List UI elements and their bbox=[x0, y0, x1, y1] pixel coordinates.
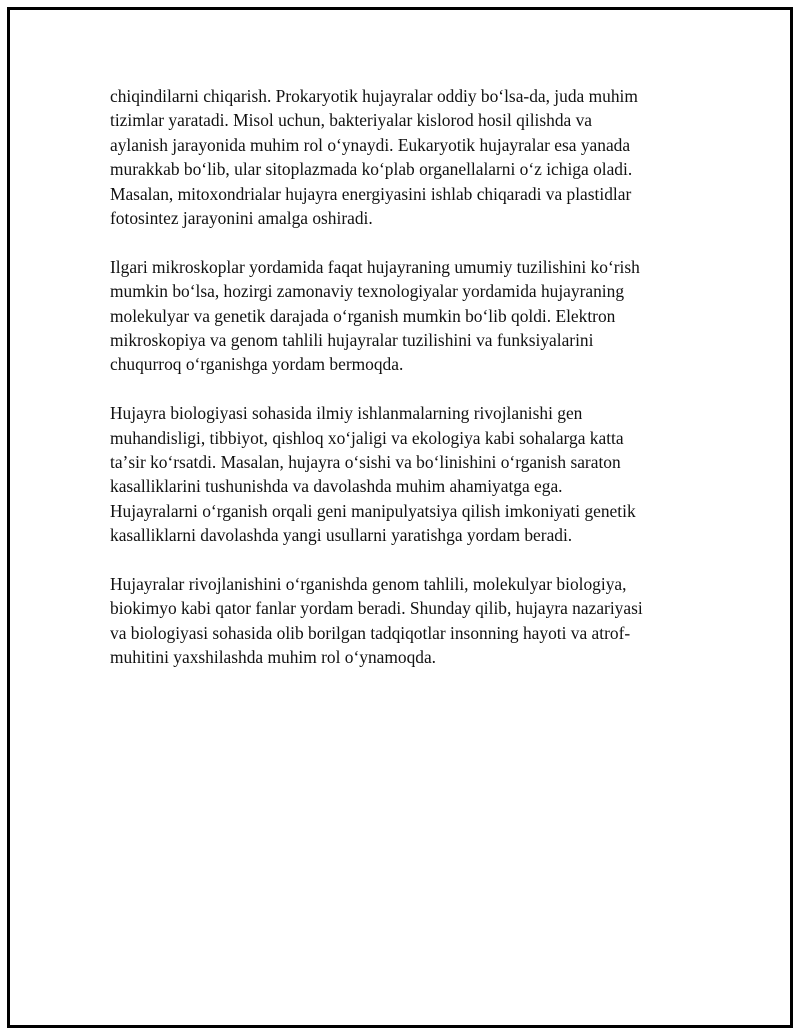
paragraph-1 bbox=[110, 84, 680, 230]
text-line: chuqurroq oʻrganishga yordam bermoqda. bbox=[110, 354, 404, 375]
text-line: muhitini yaxshilashda muhim rol oʻynamoqda. bbox=[110, 647, 437, 668]
paragraph-2 bbox=[110, 255, 680, 377]
text-line: fotosintez jarayonini amalga oshiradi. bbox=[110, 208, 373, 229]
text-line: tizimlar yaratadi. Misol uchun, bakteriyalar kislorod hosil qilishda va bbox=[110, 110, 592, 131]
text-line: Hujayra biologiyasi sohasida ilmiy ishlanmalarning rivojlanishi gen bbox=[110, 403, 583, 424]
text-line: chiqindilarni chiqarish. Prokaryotik hujayralar oddiy boʻlsa-da, juda muhim bbox=[110, 86, 638, 106]
text-line: aylanish jarayonida muhim rol oʻynaydi. Eukaryotik hujayralar esa yanada bbox=[110, 134, 631, 155]
text-line: muhandisligi, tibbiyot, qishloq xoʻjaligi va ekologiya kabi sohalarga katta bbox=[110, 427, 624, 448]
text-line: kasalliklarini tushunishda va davolashda muhim ahamiyatga ega. bbox=[110, 476, 563, 497]
text-line: molekulyar va genetik darajada oʻrganish mumkin boʻlib qoldi. Elektron bbox=[110, 305, 616, 326]
text-line: biokimyo kabi qator fanlar yordam beradi. Shunday qilib, hujayra nazariyasi bbox=[110, 598, 643, 619]
text-line: Hujayralarni oʻrganish orqali geni manipulyatsiya qilish imkoniyati genetik bbox=[110, 500, 636, 521]
text-line: Ilgari mikroskoplar yordamida faqat hujayraning umumiy tuzilishini koʻrish bbox=[110, 256, 640, 277]
document-body bbox=[110, 84, 680, 694]
paragraph-4 bbox=[110, 572, 680, 670]
text-line: taʼsir koʻrsatdi. Masalan, hujayra oʻsishi va boʻlinishini oʻrganish saraton bbox=[110, 452, 621, 473]
text-line: Masalan, mitoxondrialar hujayra energiyasini ishlab chiqaradi va plastidlar bbox=[110, 183, 632, 204]
text-line: va biologiyasi sohasida olib borilgan tadqiqotlar insonning hayoti va atrof- bbox=[110, 622, 631, 643]
text-line: mumkin boʻlsa, hozirgi zamonaviy texnologiyalar yordamida hujayraning bbox=[110, 281, 625, 302]
text-line: Hujayralar rivojlanishini oʻrganishda genom tahlili, molekulyar biologiya, bbox=[110, 574, 627, 595]
text-line: mikroskopiya va genom tahlili hujayralar tuzilishini va funksiyalarini bbox=[110, 330, 594, 351]
text-line: kasalliklarni davolashda yangi usullarni yaratishga yordam beradi. bbox=[110, 525, 573, 546]
paragraph-3 bbox=[110, 401, 680, 547]
text-line: murakkab boʻlib, ular sitoplazmada koʻplab organellalarni oʻz ichiga oladi. bbox=[110, 159, 633, 180]
